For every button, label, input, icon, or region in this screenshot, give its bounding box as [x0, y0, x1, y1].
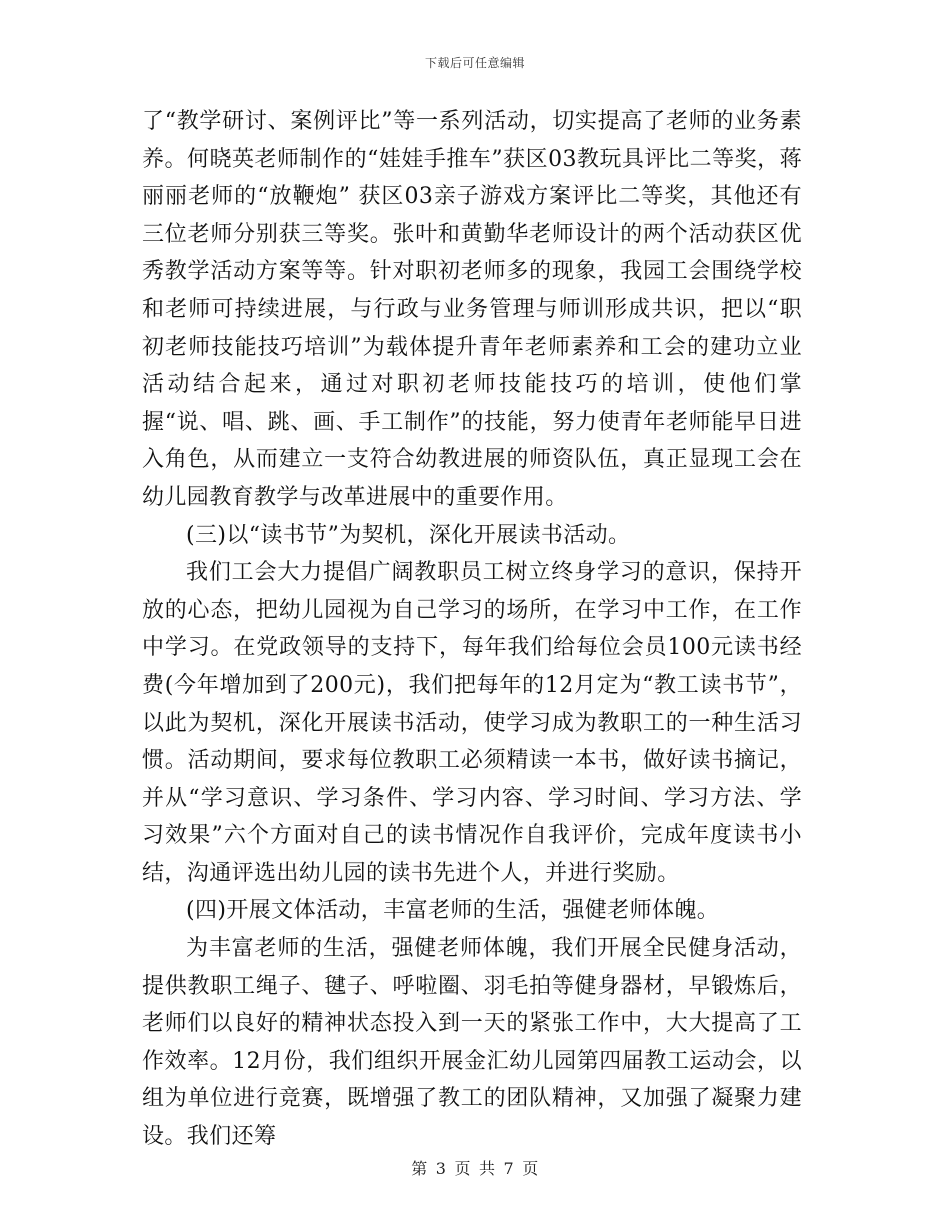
paragraph-fitness-activities: 为丰富老师的生活，强健老师体魄，我们开展全民健身活动，提供教职工绳子、毽子、呼啦圈、羽毛拍等健身器材，早锻炼后，老师们以良好的精神状态投入到一天的紧张工作中，大大提高了工作效率。12月份，我们组织开展金汇幼儿园第四届教工运动会，以组为单位进行竞赛，既增强了教工的团队精神，又加强了凝聚力建设。我们还筹 — [142, 936, 802, 1150]
footer-total-word: 共 — [479, 1159, 496, 1178]
page-header: 下载后可任意编辑 — [424, 56, 525, 70]
footer-prefix: 第 — [411, 1159, 428, 1178]
current-page-number: 3 — [435, 1159, 447, 1178]
footer-suffix: 页 — [522, 1159, 539, 1178]
section-heading-sports-activities: (四)开展文体活动，丰富老师的生活，强健老师体魄。 — [186, 898, 720, 924]
total-page-count: 7 — [503, 1159, 515, 1178]
document-body — [142, 103, 802, 1156]
paragraph-reading-activities: 我们工会大力提倡广阔教职员工树立终身学习的意识，保持开放的心态，把幼儿园视为自己学习的场所，在学习中工作，在工作中学习。在党政领导的支持下，每年我们给每位会员100元读书经费(今年增加到了200元)，我们把每年的12月定为“教工读书节”，以此为契机，深化开展读书活动，使学习成为教职工的一种生活习惯。活动期间，要求每位教职工必须精读一本书，做好读书摘记，并从“学习意识、学习条件、学习内容、学习时间、学习方法、学习效果”六个方面对自己的读书情况作自我评价，完成年度读书小结，沟通评选出幼儿园的读书先进个人，并进行奖励。 — [142, 560, 802, 886]
section-heading-reading-festival: (三)以“读书节”为契机，深化开展读书活动。 — [186, 522, 631, 548]
footer-page-word: 页 — [454, 1159, 471, 1178]
page-footer — [0, 1156, 950, 1179]
paragraph-continuation: 了“教学研讨、案例评比”等一系列活动，切实提高了老师的业务素养。何晓英老师制作的“娃娃手推车”获区03教玩具评比二等奖，蒋丽丽老师的“放鞭炮” 获区03亲子游戏方案评比二等奖，其他还有三位老师分别获三等奖。张叶和黄勤华老师设计的两个活动获区优秀教学活动方案等等。针对职初老师多的现象，我园工会围绕学校和老师可持续进展，与行政与业务管理与师训形成共识，把以“职初老师技能技巧培训”为载体提升青年老师素养和工会的建功立业活动结合起来，通过对职初老师技能技巧的培训，使他们掌握“说、唱、跳、画、手工制作”的技能，努力使青年老师能早日进入角色，从而建立一支符合幼教进展的师资队伍，真正显现工会在幼儿园教育教学与改革进展中的重要作用。 — [142, 109, 802, 510]
